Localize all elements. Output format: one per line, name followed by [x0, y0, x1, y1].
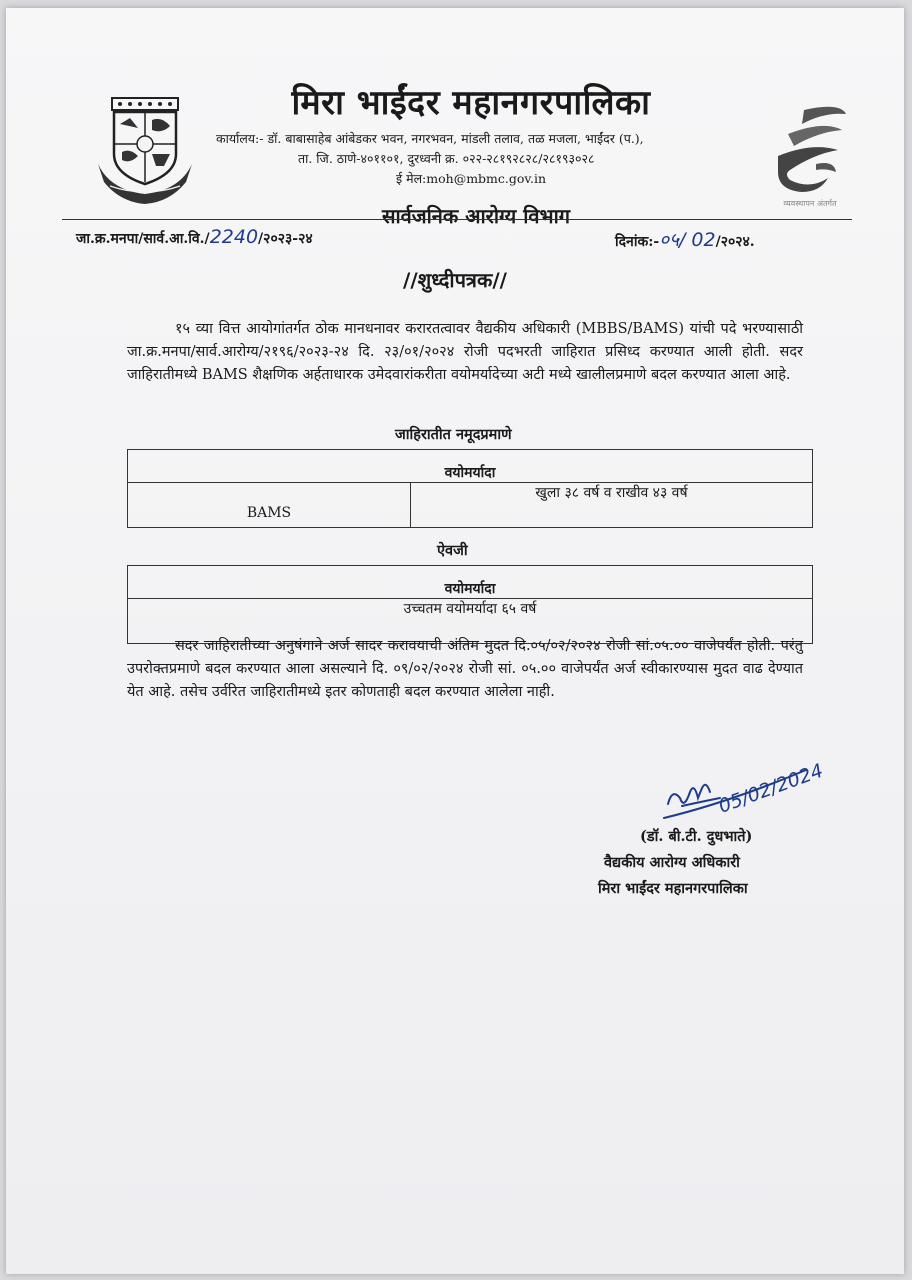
reference-prefix: जा.क्र.मनपा/सार्व.आ.वि./: [76, 231, 210, 247]
reference-number: [76, 226, 313, 248]
reference-handwritten-number: 2240: [209, 226, 259, 248]
document-title: //शुध्दीपत्रक//: [403, 268, 507, 292]
section-heading-original: जाहिरातीत नमूदप्रमाणे: [395, 426, 512, 443]
email-address: ई मेल:moh@mbmc.gov.in: [396, 171, 547, 186]
body-paragraph-1: १५ व्या वित्त आयोगांतर्गत ठोक मानधनावर करारतत्वावर वैद्यकीय अधिकारी (MBBS/BAMS) यांची पदे भरण्यासाठी जा.क्र.मनपा/सार्व.आरोग्य/२१९६/२०२३-२४ दि. २३/०१/२०२४ रोजी पदभरती जाहिरात प्रसिध्द करण्यात आली होती. सदर जाहिरातीमध्ये BAMS शैक्षणिक अर्हताधारक उमेदवारांकरीता वयोमर्यादेच्या अटी मध्ये खालीलप्रमाणे बदल करण्यात आला आहे.: [127, 321, 803, 383]
office-address: कार्यालय:- डॉ. बाबासाहेब आंबेडकर भवन, नगरभवन, मांडली तलाव, तळ मजला, भाईंदर (प.),: [216, 131, 644, 146]
signatory-organization: मिरा भाईंदर महानगरपालिका: [598, 880, 748, 897]
table-cell-age-limit: उच्चतम वयोमर्यादा ६५ वर्ष: [128, 599, 813, 644]
municipal-emblem-icon: [90, 94, 200, 206]
department-name: सार्वजनिक आरोग्य विभाग: [381, 204, 571, 228]
table-row: [128, 483, 813, 528]
reference-suffix: /२०२३-२४: [258, 231, 313, 247]
date-handwritten: ०५/ 02: [659, 229, 716, 251]
signature-date: 05/02/2024: [715, 759, 827, 818]
header-divider: [62, 219, 852, 220]
signatory-designation: वैद्यकीय आरोग्य अधिकारी: [604, 854, 740, 871]
revised-age-limit-table: [127, 565, 813, 644]
signatory-name: (डॉ. बी.टी. दुधभाते): [640, 828, 753, 845]
swachh-logo-icon: [754, 100, 866, 210]
original-age-limit-table: [127, 449, 813, 528]
document-date: [615, 226, 755, 252]
table-cell-category: BAMS: [128, 483, 411, 528]
date-prefix: दिनांक:-: [615, 234, 660, 250]
logo-caption: व्यवस्थापन अंतर्गत: [783, 199, 837, 208]
body-paragraph-2: सदर जाहिरातीच्या अनुषंगाने अर्ज सादर करावयाची अंतिम मुदत दि.०५/०२/२०२४ रोजी सां.०५.०० वाजेपर्यंत होती. परंतु उपरोक्तप्रमाणे बदल करण्यात आला असल्याने दि. ०९/०२/२०२४ रोजी सां. ०५.०० वाजेपर्यंत अर्ज स्वीकारण्यास मुदत वाढ देण्यात येत आहे. तसेच उर्वरित जाहिरातीमध्ये इतर कोणताही बदल करण्यात आलेला नाही.: [127, 638, 803, 700]
date-suffix: /२०२४.: [715, 234, 755, 250]
table-header: वयोमर्यादा: [128, 450, 813, 483]
section-heading-instead: ऐवजी: [437, 542, 468, 559]
handwritten-signature: [660, 758, 827, 828]
contact-numbers: ता. जि. ठाणे-४०११०१, दुरध्वनी क्र. ०२२-२८१९२८२८/२८१९३०२८: [298, 151, 595, 166]
table-header: वयोमर्यादा: [128, 566, 813, 599]
table-cell-age-limit: खुला ३८ वर्ष व राखीव ४३ वर्ष: [411, 483, 813, 528]
organization-title: मिरा भाईंदर महानगरपालिका: [291, 83, 651, 123]
